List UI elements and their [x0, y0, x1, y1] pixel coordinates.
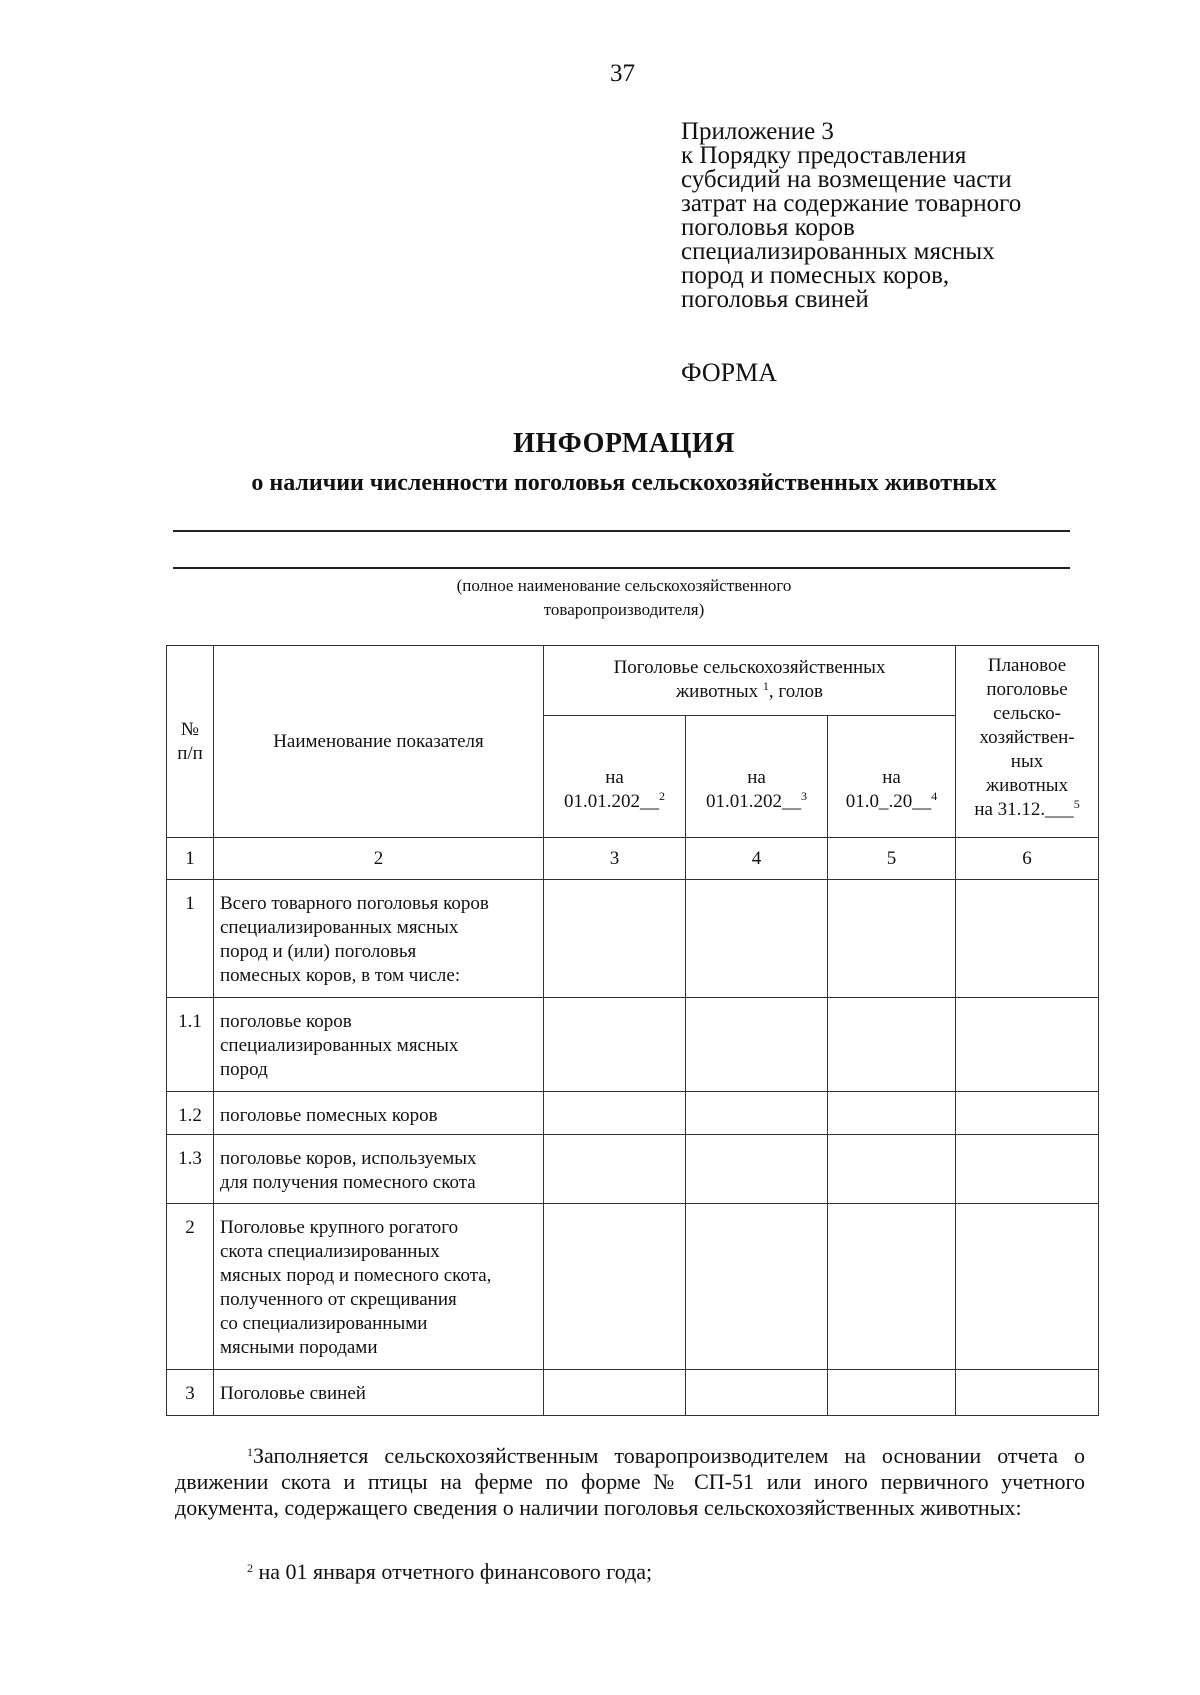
footnote-ref: 1	[762, 679, 769, 693]
indicator-line: мясными породами	[220, 1337, 378, 1358]
table-row	[167, 1370, 1099, 1416]
header-text: хозяйствен-	[979, 727, 1075, 748]
annex-line: поголовья свиней	[681, 286, 869, 313]
header-text: на	[882, 766, 901, 788]
value-cell	[544, 998, 686, 1092]
header-date-col-4	[686, 716, 828, 838]
table-row	[167, 1204, 1099, 1370]
annex-line: к Порядку предоставления	[681, 142, 967, 169]
value-cell	[686, 1092, 828, 1135]
indicator-line: для получения помесного скота	[220, 1172, 476, 1193]
value-cell	[956, 1092, 1099, 1135]
row-number: 2	[167, 1204, 214, 1370]
indicator-line: мясных пород и помесного скота,	[220, 1265, 492, 1286]
annex-line: субсидий на возмещение части	[681, 166, 1012, 193]
header-text: п/п	[177, 742, 203, 764]
header-text: на	[747, 766, 766, 788]
column-number: 5	[828, 838, 956, 880]
value-cell	[828, 1204, 956, 1370]
producer-name-caption	[0, 574, 1200, 622]
row-indicator	[214, 1092, 544, 1135]
row-number: 1.3	[167, 1135, 214, 1204]
document-subtitle: о наличии численности поголовья сельскохозяйственных животных	[251, 470, 997, 496]
header-text: на 31.12.___	[974, 799, 1074, 820]
header-text: 01.0_.20__	[845, 790, 932, 812]
footnote-mark: 1	[247, 1445, 253, 1459]
table-row	[167, 1135, 1099, 1204]
footnote-ref: 4	[931, 788, 938, 803]
value-cell	[956, 880, 1099, 998]
value-cell	[544, 1092, 686, 1135]
livestock-table	[166, 645, 1099, 1416]
annex-line: пород и помесных коров,	[681, 262, 950, 289]
row-indicator	[214, 1135, 544, 1204]
footnote-ref: 5	[1073, 797, 1080, 811]
footnote	[175, 1443, 1085, 1521]
value-cell	[828, 1092, 956, 1135]
producer-name-line	[173, 567, 1070, 569]
row-indicator	[214, 1370, 544, 1416]
caption-line: товаропроизводителя)	[543, 600, 705, 619]
table-row	[167, 1092, 1099, 1135]
footnote-mark: 2	[247, 1561, 253, 1575]
header-indicator: Наименование показателя	[214, 646, 544, 838]
value-cell	[686, 1135, 828, 1204]
column-number: 1	[167, 838, 214, 880]
value-cell	[956, 1370, 1099, 1416]
annex-line: затрат на содержание товарного	[681, 190, 1022, 217]
value-cell	[544, 880, 686, 998]
column-number: 3	[544, 838, 686, 880]
indicator-line: поголовье коров	[220, 1011, 352, 1032]
value-cell	[544, 1204, 686, 1370]
footnote-ref: 3	[801, 788, 807, 803]
footnote-text: на 01 января отчетного финансового года;	[258, 1559, 653, 1584]
header-text: 01.01.202__	[564, 790, 659, 812]
header-text: сельско-	[993, 703, 1061, 724]
header-text	[960, 798, 1094, 822]
header-text: 01.01.202__	[706, 790, 801, 812]
document-title: ИНФОРМАЦИЯ	[513, 428, 735, 459]
row-indicator	[214, 880, 544, 998]
header-date-col-3	[544, 716, 686, 838]
header-livestock-group	[544, 646, 956, 716]
row-indicator	[214, 1204, 544, 1370]
indicator-line: поголовье помесных коров	[220, 1105, 438, 1126]
producer-name-line	[173, 530, 1070, 532]
value-cell	[828, 998, 956, 1092]
value-cell	[686, 1204, 828, 1370]
header-number	[167, 646, 214, 838]
indicator-line: поголовье коров, используемых	[220, 1148, 477, 1169]
value-cell	[686, 1370, 828, 1416]
indicator-line: специализированных мясных	[220, 917, 459, 938]
page-number: 37	[610, 60, 635, 87]
indicator-line: Всего товарного поголовья коров	[220, 893, 489, 914]
column-number: 4	[686, 838, 828, 880]
annex-block	[681, 120, 1101, 312]
header-text: животных	[985, 775, 1069, 796]
column-number: 2	[214, 838, 544, 880]
column-number: 6	[956, 838, 1099, 880]
header-planned	[956, 646, 1099, 838]
indicator-line: со специализированными	[220, 1313, 428, 1334]
header-text: животных	[676, 681, 763, 702]
indicator-line: полученного от скрещивания	[220, 1289, 457, 1310]
value-cell	[956, 998, 1099, 1092]
annex-line: Приложение 3	[681, 118, 834, 145]
table-row	[167, 998, 1099, 1092]
header-text	[832, 790, 951, 814]
header-text: ных	[1010, 751, 1044, 772]
row-number: 1.2	[167, 1092, 214, 1135]
header-text	[690, 790, 823, 814]
row-indicator	[214, 998, 544, 1092]
value-cell	[828, 1135, 956, 1204]
annex-line: поголовья коров	[681, 214, 855, 241]
form-label: ФОРМА	[681, 358, 777, 387]
header-text	[548, 790, 681, 814]
row-number: 1	[167, 880, 214, 998]
value-cell	[956, 1135, 1099, 1204]
indicator-line: пород и (или) поголовья	[220, 941, 417, 962]
table-row	[167, 880, 1099, 998]
value-cell	[828, 1370, 956, 1416]
row-number: 3	[167, 1370, 214, 1416]
indicator-line: помесных коров, в том числе:	[220, 965, 461, 986]
value-cell	[544, 1135, 686, 1204]
value-cell	[686, 880, 828, 998]
value-cell	[956, 1204, 1099, 1370]
header-text: поголовье	[986, 679, 1068, 700]
footnote	[175, 1559, 1085, 1585]
header-text: на	[605, 766, 624, 788]
caption-line: (полное наименование сельскохозяйственного	[456, 576, 792, 595]
value-cell	[686, 998, 828, 1092]
header-text: Плановое	[987, 655, 1067, 676]
indicator-line: Поголовье свиней	[220, 1383, 366, 1404]
row-number: 1.1	[167, 998, 214, 1092]
footnote-ref: 2	[659, 788, 665, 803]
header-text	[548, 680, 951, 704]
header-text: №	[180, 718, 200, 740]
indicator-line: скота специализированных	[220, 1241, 440, 1262]
footnote-text: Заполняется сельскохозяйственным товаропроизводителем на основании отчета о движении скота и птицы на ферме по форме № СП-51 или иного первичного учетного документа, содержащего сведения о наличии поголовья сельскохозяйственных животных:	[175, 1443, 1085, 1520]
indicator-line: пород	[220, 1059, 268, 1080]
header-date-col-5	[828, 716, 956, 838]
header-text: Поголовье сельскохозяйственных	[613, 657, 886, 678]
annex-line: специализированных мясных	[681, 238, 995, 265]
indicator-line: специализированных мясных	[220, 1035, 459, 1056]
indicator-line: Поголовье крупного рогатого	[220, 1217, 459, 1238]
header-text: , голов	[768, 681, 823, 702]
value-cell	[544, 1370, 686, 1416]
value-cell	[828, 880, 956, 998]
